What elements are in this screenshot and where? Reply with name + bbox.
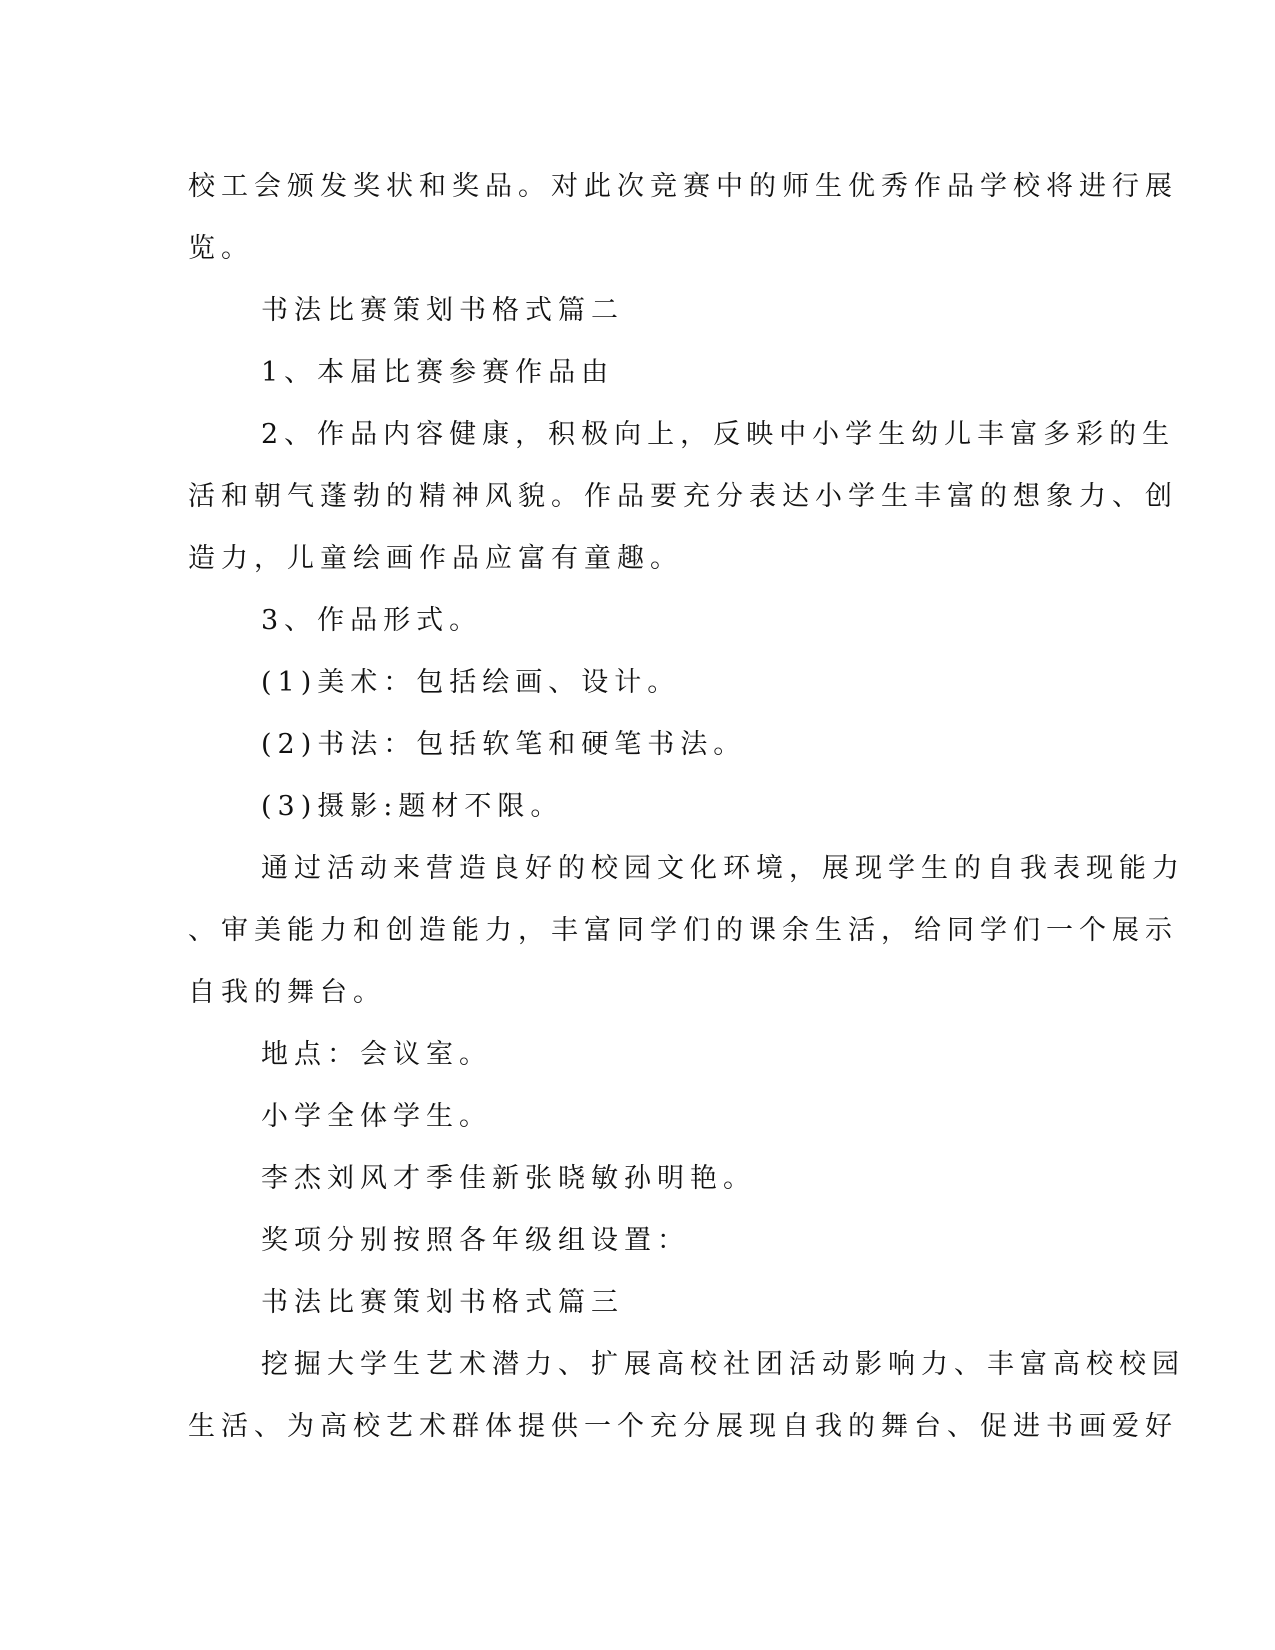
text-line: 李杰刘风才季佳新张晓敏孙明艳。 xyxy=(261,1163,756,1194)
text-line: 览。 xyxy=(188,233,254,264)
text-line: 3、作品形式。 xyxy=(261,605,483,636)
document-body xyxy=(188,156,1185,1458)
text-line: 造力，儿童绘画作品应富有童趣。 xyxy=(188,543,683,574)
text-line: (2)书法：包括软笔和硬笔书法。 xyxy=(261,729,747,760)
text-line: 生活、为高校艺术群体提供一个充分展现自我的舞台、促进书画爱好 xyxy=(188,1411,1178,1442)
text-line: 挖掘大学生艺术潜力、扩展高校社团活动影响力、丰富高校校园 xyxy=(261,1349,1185,1380)
text-line: 校工会颁发奖状和奖品。对此次竞赛中的师生优秀作品学校将进行展 xyxy=(188,171,1178,202)
text-line: 奖项分别按照各年级组设置： xyxy=(261,1225,690,1256)
text-line: (1)美术：包括绘画、设计。 xyxy=(261,667,681,698)
text-line: (3)摄影:题材不限。 xyxy=(261,791,564,822)
text-line: 2、作品内容健康，积极向上，反映中小学生幼儿丰富多彩的生 xyxy=(261,419,1176,450)
text-line: 1、本届比赛参赛作品由 xyxy=(261,357,615,388)
section-heading: 书法比赛策划书格式篇三 xyxy=(261,1287,624,1318)
text-line: 地点：会议室。 xyxy=(261,1039,492,1070)
section-heading: 书法比赛策划书格式篇二 xyxy=(261,295,624,326)
text-line: 活和朝气蓬勃的精神风貌。作品要充分表达小学生丰富的想象力、创 xyxy=(188,481,1178,512)
text-line: 、审美能力和创造能力，丰富同学们的课余生活，给同学们一个展示 xyxy=(188,915,1178,946)
text-line: 自我的舞台。 xyxy=(188,977,386,1008)
text-line: 通过活动来营造良好的校园文化环境，展现学生的自我表现能力 xyxy=(261,853,1185,884)
text-line: 小学全体学生。 xyxy=(261,1101,492,1132)
